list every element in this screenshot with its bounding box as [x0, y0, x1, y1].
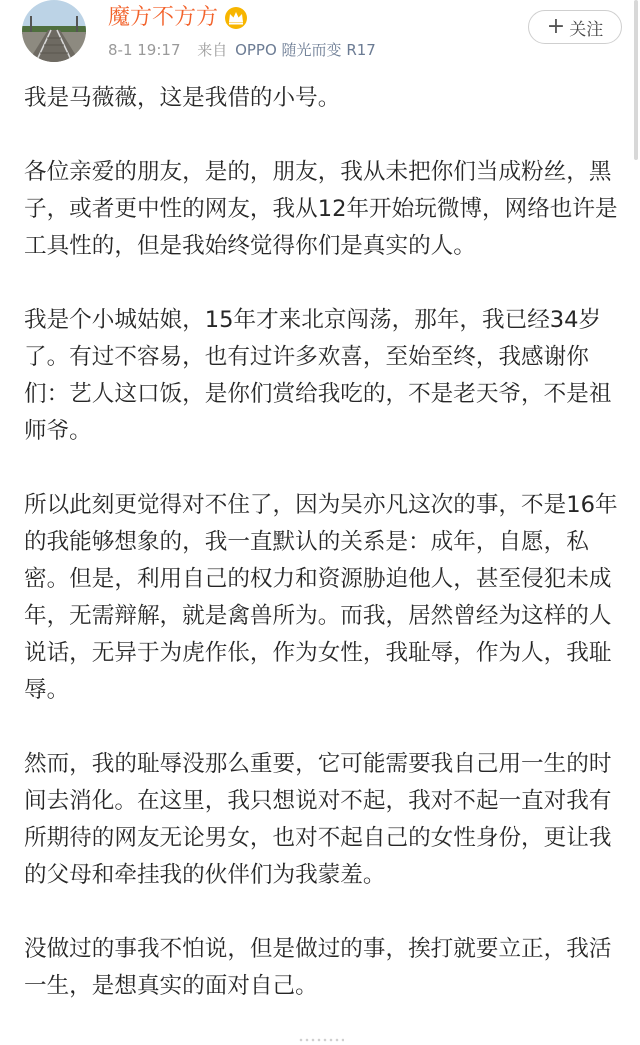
post-paragraph: 我是马薇薇，这是我借的小号。 — [24, 85, 341, 111]
railway-track-avatar — [22, 0, 86, 62]
post-meta — [108, 40, 376, 60]
follow-button[interactable] — [528, 10, 622, 44]
crown-vip-icon — [224, 6, 248, 30]
post-header — [0, 0, 640, 72]
username-text: 魔方不方方 — [108, 5, 219, 30]
follow-button-label: 关注 — [569, 19, 604, 40]
post-paragraph: 各位亲爱的朋友，是的，朋友，我从未把你们当成粉丝，黑子，或者更中性的网友，我从12年开始玩微博，网络也许是工具性的，但是我始终觉得你们是真实的人。 — [24, 159, 618, 259]
username[interactable] — [108, 4, 248, 32]
post-paragraph: 所以此刻更觉得对不住了，因为吴亦凡这次的事，不是16年的我能够想象的，我一直默认的关系是：成年，自愿，私密。但是，利用自己的权力和资源胁迫他人，甚至侵犯未成年，无需辩解，就是禽兽所为。而我，居然曾经为这样的人说话，无异于为虎作伥，作为女性，我耻辱，作为人，我耻辱。 — [24, 492, 618, 703]
watermark-dots — [298, 1038, 344, 1042]
post-body — [24, 80, 622, 1042]
source-device[interactable]: OPPO 随光而变 R17 — [235, 41, 376, 59]
post-time: 8-1 19:17 — [108, 41, 181, 59]
scrollbar[interactable] — [634, 0, 638, 160]
post-paragraph: 然而，我的耻辱没那么重要，它可能需要我自己用一生的时间去消化。在这里，我只想说对不起，我对不起一直对我有所期待的网友无论男女，也对不起自己的女性身份，更让我的父母和牵挂我的伙伴们为我蒙羞。 — [24, 751, 612, 888]
source-label: 来自 — [197, 41, 228, 59]
post-paragraph: 没做过的事我不怕说，但是做过的事，挨打就要立正，我活一生，是想真实的面对自己。 — [24, 936, 612, 999]
avatar[interactable] — [22, 0, 86, 62]
plus-icon: + — [546, 14, 566, 39]
post-paragraph: 我是个小城姑娘，15年才来北京闯荡，那年，我已经34岁了。有过不容易，也有过许多欢喜，至始至终，我感谢你们：艺人这口饭，是你们赏给我吃的，不是老天爷，不是祖师爷。 — [24, 307, 612, 444]
